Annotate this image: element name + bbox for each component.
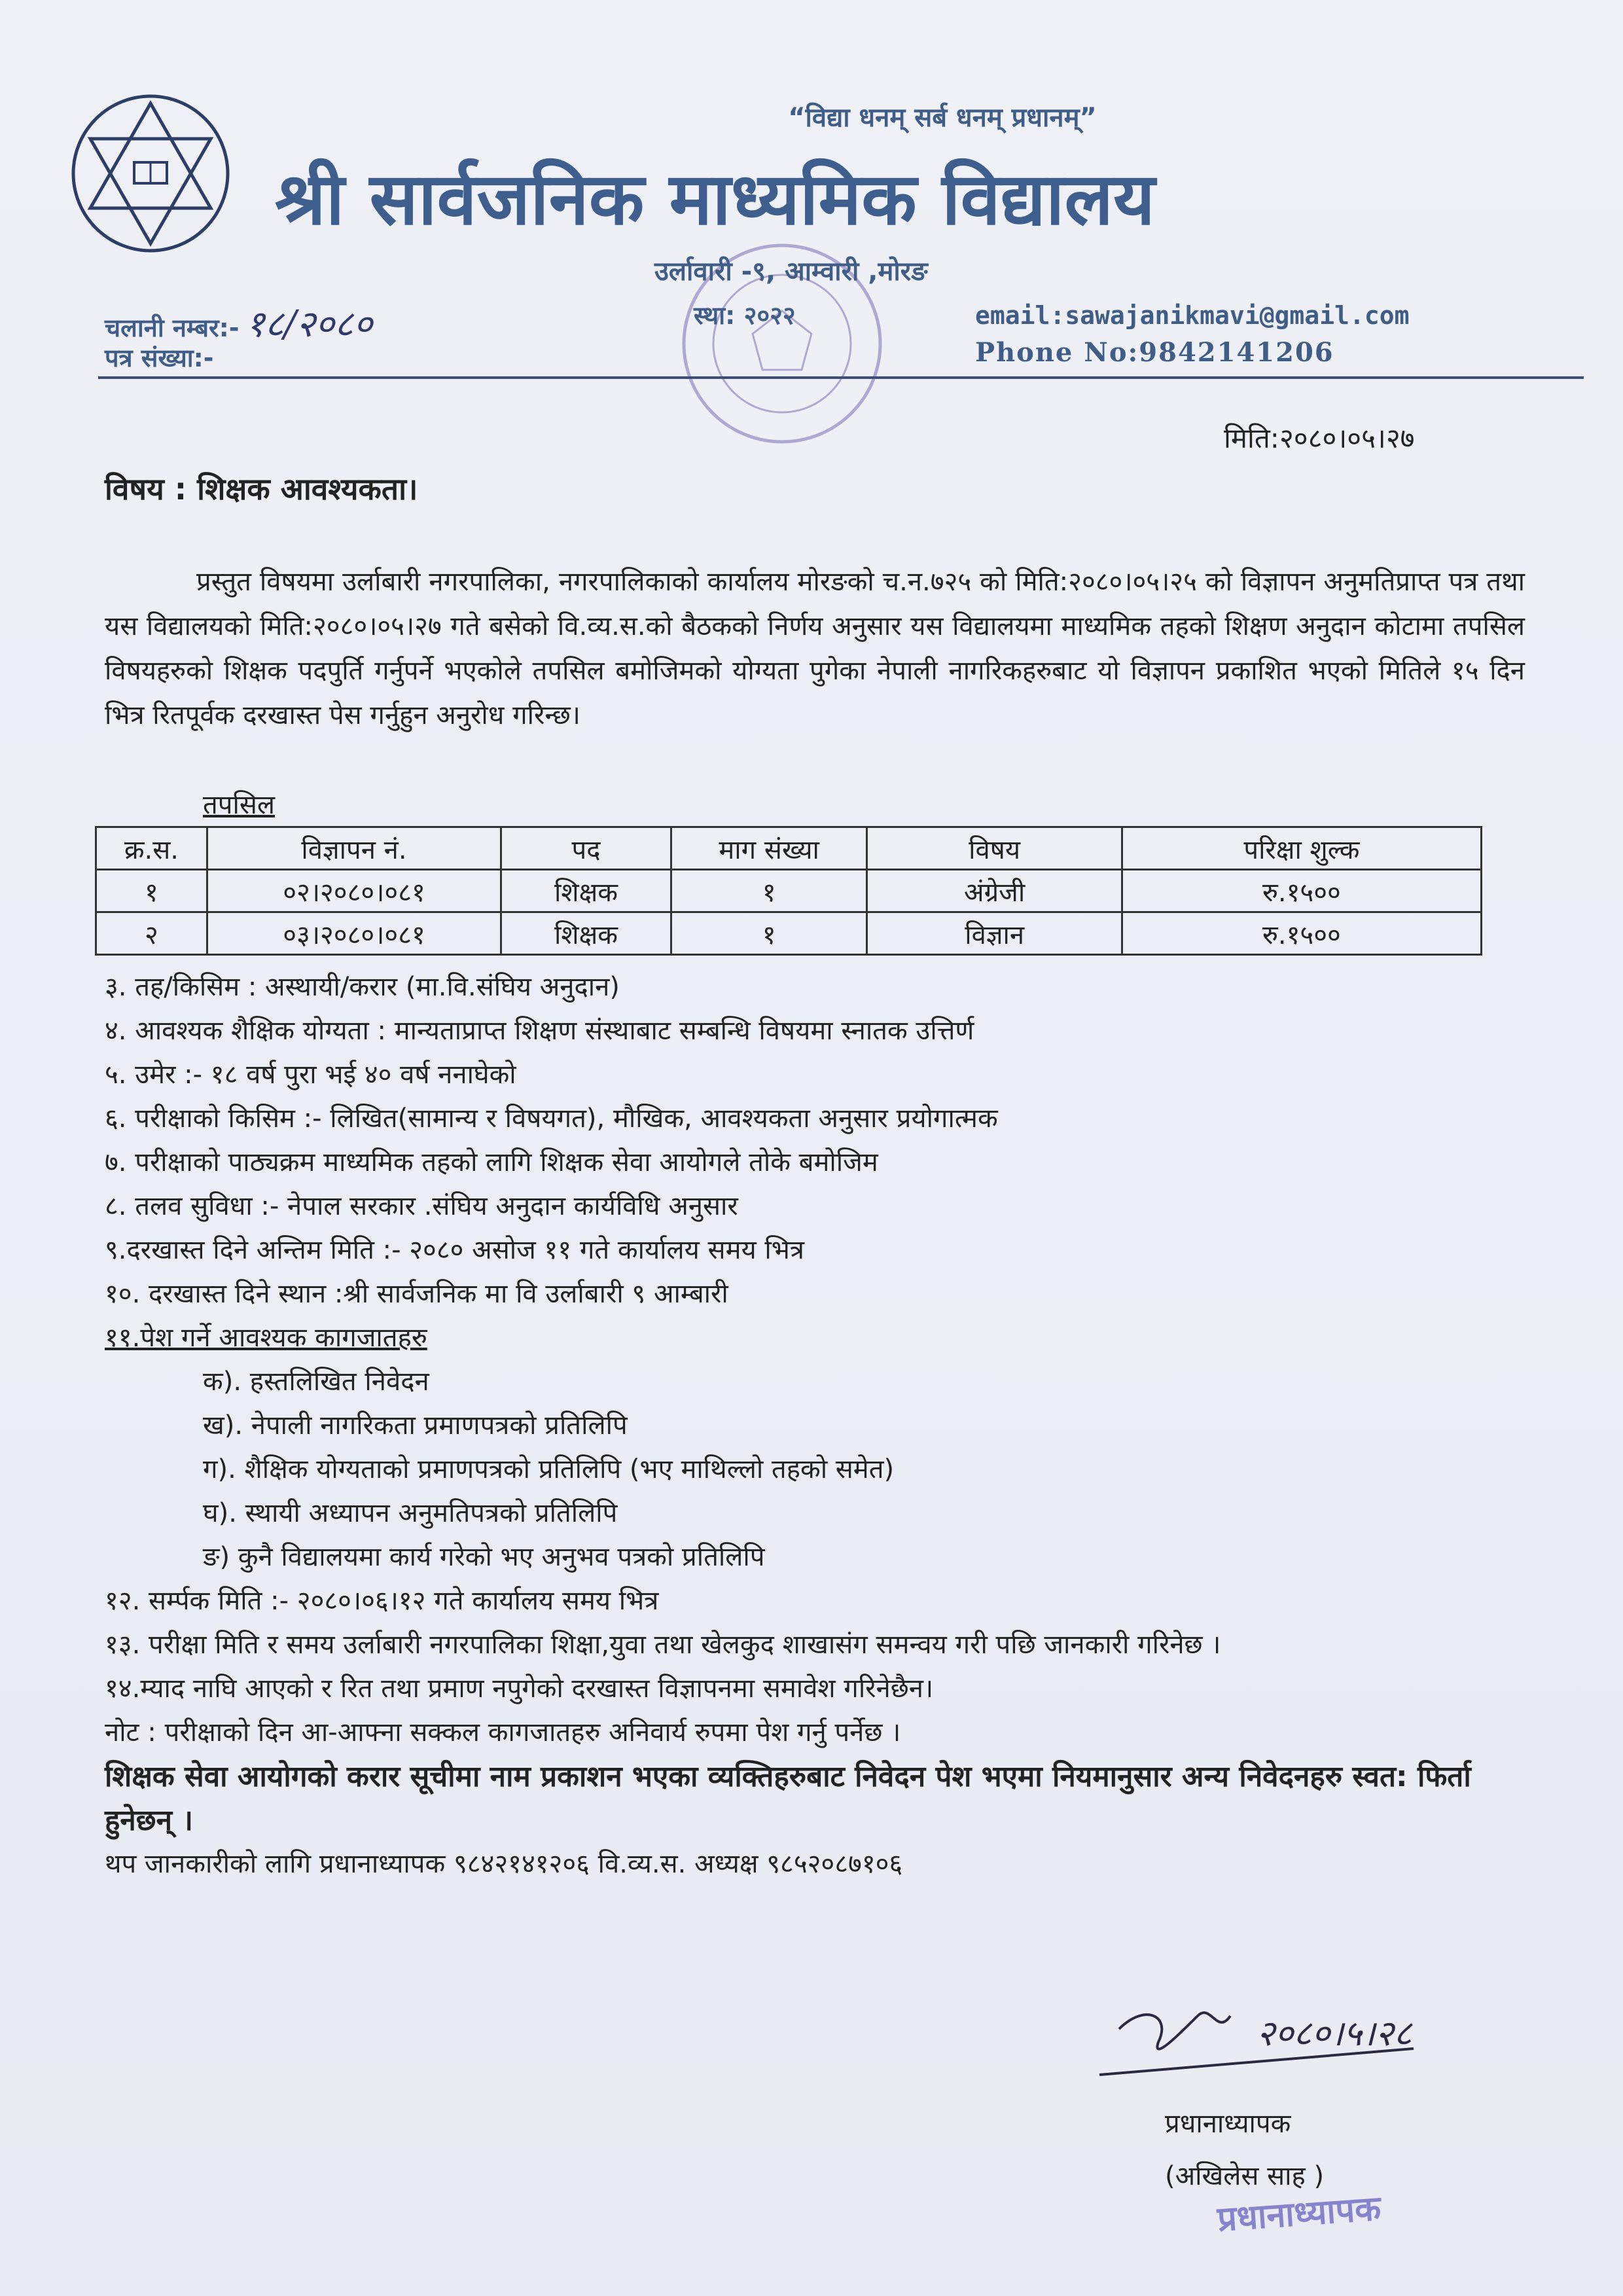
column-header: क्र.स. (96, 827, 207, 870)
table-cell: २ (96, 912, 207, 955)
list-item: १२. सर्म्पक मिति :- २०८०।०६।१२ गते कार्यालय समय भित्र (105, 1586, 659, 1616)
document-item: क). हस्तलिखित निवेदन (203, 1367, 429, 1397)
signatory-title: प्रधानाध्यापक (1165, 2109, 1291, 2139)
document-item: घ). स्थायी अध्यापन अनुमतिपत्रको प्रतिलिपि (203, 1498, 618, 1528)
contact-info: थप जानकारीको लागि प्रधानाध्यापक ९८४२१४१२०६ वि.व्य.स. अध्यक्ष ९८५२०८७१०६ (105, 1849, 903, 1879)
letter-body: प्रस्तुत विषयमा उर्लाबारी नगरपालिका, नगरपालिकाको कार्यालय मोरङको च.न.७२५ को मिति:२०८०।०५।२५ को विज्ञापन अनुमतिप्राप्त पत्र तथा यस विद्यालयको मिति:२०८०।०५।२७ गते बसेको वि.व्य.स.को बैठकको निर्णय अनुसार यस विद्यालयमा माध्यमिक तहको शिक्षण अनुदान कोटामा तपसिल विषयहरुको शिक्षक पदपुर्ति गर्नुपर्ने भएकोले तपसिल बमोजिमको योग्यता पुगेका नेपाली नागरिकहरुबाट यो विज्ञापन प्रकाशित भएको मितिले १५ दिन भित्र रितपूर्वक दरखास्त पेस गर्नुहुन अनुरोध गरिन्छ। (105, 567, 1525, 730)
school-email: email:sawajanikmavi@gmail.com (975, 301, 1410, 330)
school-address: उर्लावारी -९, आम्वारी ,मोरङ (654, 257, 928, 287)
document-item: ग). शैक्षिक योग्यताको प्रमाणपत्रको प्रतिलिपि (भए माथिल्लो तहको समेत) (203, 1454, 895, 1484)
table-header-row (96, 827, 1482, 870)
dispatch-label: चलानी नम्बर:- (105, 314, 240, 342)
list-item: १४.म्याद नाघि आएको र रित तथा प्रमाण नपुगेको दरखास्त विज्ञापनमा समावेश गरिनेछैन। (105, 1674, 934, 1704)
table-cell: रु.१५०० (1122, 912, 1481, 955)
table-cell: १ (671, 912, 867, 955)
table-cell: शिक्षक (501, 870, 671, 912)
table-row (96, 912, 1482, 955)
school-motto: “विद्या धनम् सर्ब धनम् प्रधानम्” (788, 103, 1097, 133)
table-cell: शिक्षक (501, 912, 671, 955)
column-header: परिक्षा शुल्क (1122, 827, 1481, 870)
signatory-name: (अखिलेस साह ) (1165, 2161, 1325, 2191)
school-phone: Phone No:9842141206 (975, 337, 1334, 368)
table-cell: विज्ञान (867, 912, 1122, 955)
table-cell: अंग्रेजी (867, 870, 1122, 912)
list-item: ६. परीक्षाको किसिम :- लिखित(सामान्य र विषयगत), मौखिक, आवश्यकता अनुसार प्रयोगात्मक (105, 1103, 998, 1134)
title-stamp: प्रधानाध्यापक (1216, 2189, 1382, 2240)
column-header: माग संख्या (671, 827, 867, 870)
signature-date: २०८०।५।२८ (1257, 2013, 1412, 2054)
letter-number-label: पत्र संख्या:- (105, 344, 214, 372)
document-item: ख). नेपाली नागरिकता प्रमाणपत्रको प्रतिलिपि (203, 1410, 628, 1441)
note-text: नोट : परीक्षाको दिन आ-आफ्ना सक्कल कागजातहरु अनिवार्य रुपमा पेश गर्नु पर्नेछ । (105, 1717, 901, 1748)
column-header: पद (501, 827, 671, 870)
header-divider (98, 376, 1584, 379)
table-row (96, 870, 1482, 912)
column-header: विज्ञापन नं. (207, 827, 501, 870)
list-item: ५. उमेर :- १८ वर्ष पुरा भई ४० वर्ष ननाघेको (105, 1060, 516, 1090)
document-item: ङ) कुनै विद्यालयमा कार्य गरेको भए अनुभव पत्रको प्रतिलिपि (203, 1542, 765, 1572)
established-year: स्था: २०२२ (694, 301, 796, 330)
important-note: शिक्षक सेवा आयोगको करार सूचीमा नाम प्रकाशन भएका व्यक्तिहरुबाट निवेदन पेश भएमा नियमानुसार अन्य निवेदनहरु स्वत: फिर्ता हुनेछन् । (105, 1760, 1471, 1837)
school-logo (69, 92, 232, 255)
vacancy-table (95, 826, 1482, 956)
list-item: १३. परीक्षा मिति र समय उर्लाबारी नगरपालिका शिक्षा,युवा तथा खेलकुद शाखासंग समन्वय गरी पछि जानकारी गरिनेछ । (105, 1630, 1221, 1660)
letter-date: मिति:२०८०।०५।२७ (1224, 422, 1415, 454)
dispatch-value: १८/२०८० (245, 303, 373, 346)
table-cell: ०३।२०८०।०८१ (207, 912, 501, 955)
table-cell: रु.१५०० (1122, 870, 1481, 912)
details-label: तपसिल (203, 790, 276, 820)
table-cell: १ (96, 870, 207, 912)
list-item: १०. दरखास्त दिने स्थान :श्री सार्वजनिक मा वि उर्लाबारी ९ आम्बारी (105, 1279, 728, 1309)
signature (1021, 1977, 1531, 2108)
list-item: ११.पेश गर्ने आवश्यक कागजातहरु (105, 1323, 427, 1353)
list-item: ८. तलव सुविधा :- नेपाल सरकार .संघिय अनुदान कार्यविधि अनुसार (105, 1191, 738, 1221)
list-item: ७. परीक्षाको पाठ्यक्रम माध्यमिक तहको लागि शिक्षक सेवा आयोगले तोके बमोजिम (105, 1147, 878, 1177)
letter-subject: विषय : शिक्षक आवश्यकता। (105, 471, 418, 507)
table-cell: १ (671, 870, 867, 912)
list-item: ३. तह/किसिम : अस्थायी/करार (मा.वि.संघिय अनुदान) (105, 972, 620, 1002)
list-item: ४. आवश्यक शैक्षिक योग्यता : मान्यताप्राप्त शिक्षण संस्थाबाट सम्बन्धि विषयमा स्नातक उत्तिर्ण (105, 1016, 974, 1046)
list-item: ९.दरखास्त दिने अन्तिम मिति :- २०८० असोज ११ गते कार्यालय समय भित्र (105, 1235, 804, 1265)
table-cell: ०२।२०८०।०८१ (207, 870, 501, 912)
requirements-list (105, 965, 1544, 1886)
column-header: विषय (867, 827, 1122, 870)
school-name: श्री सार्वजनिक माध्यमिक विद्यालय (275, 157, 1155, 241)
